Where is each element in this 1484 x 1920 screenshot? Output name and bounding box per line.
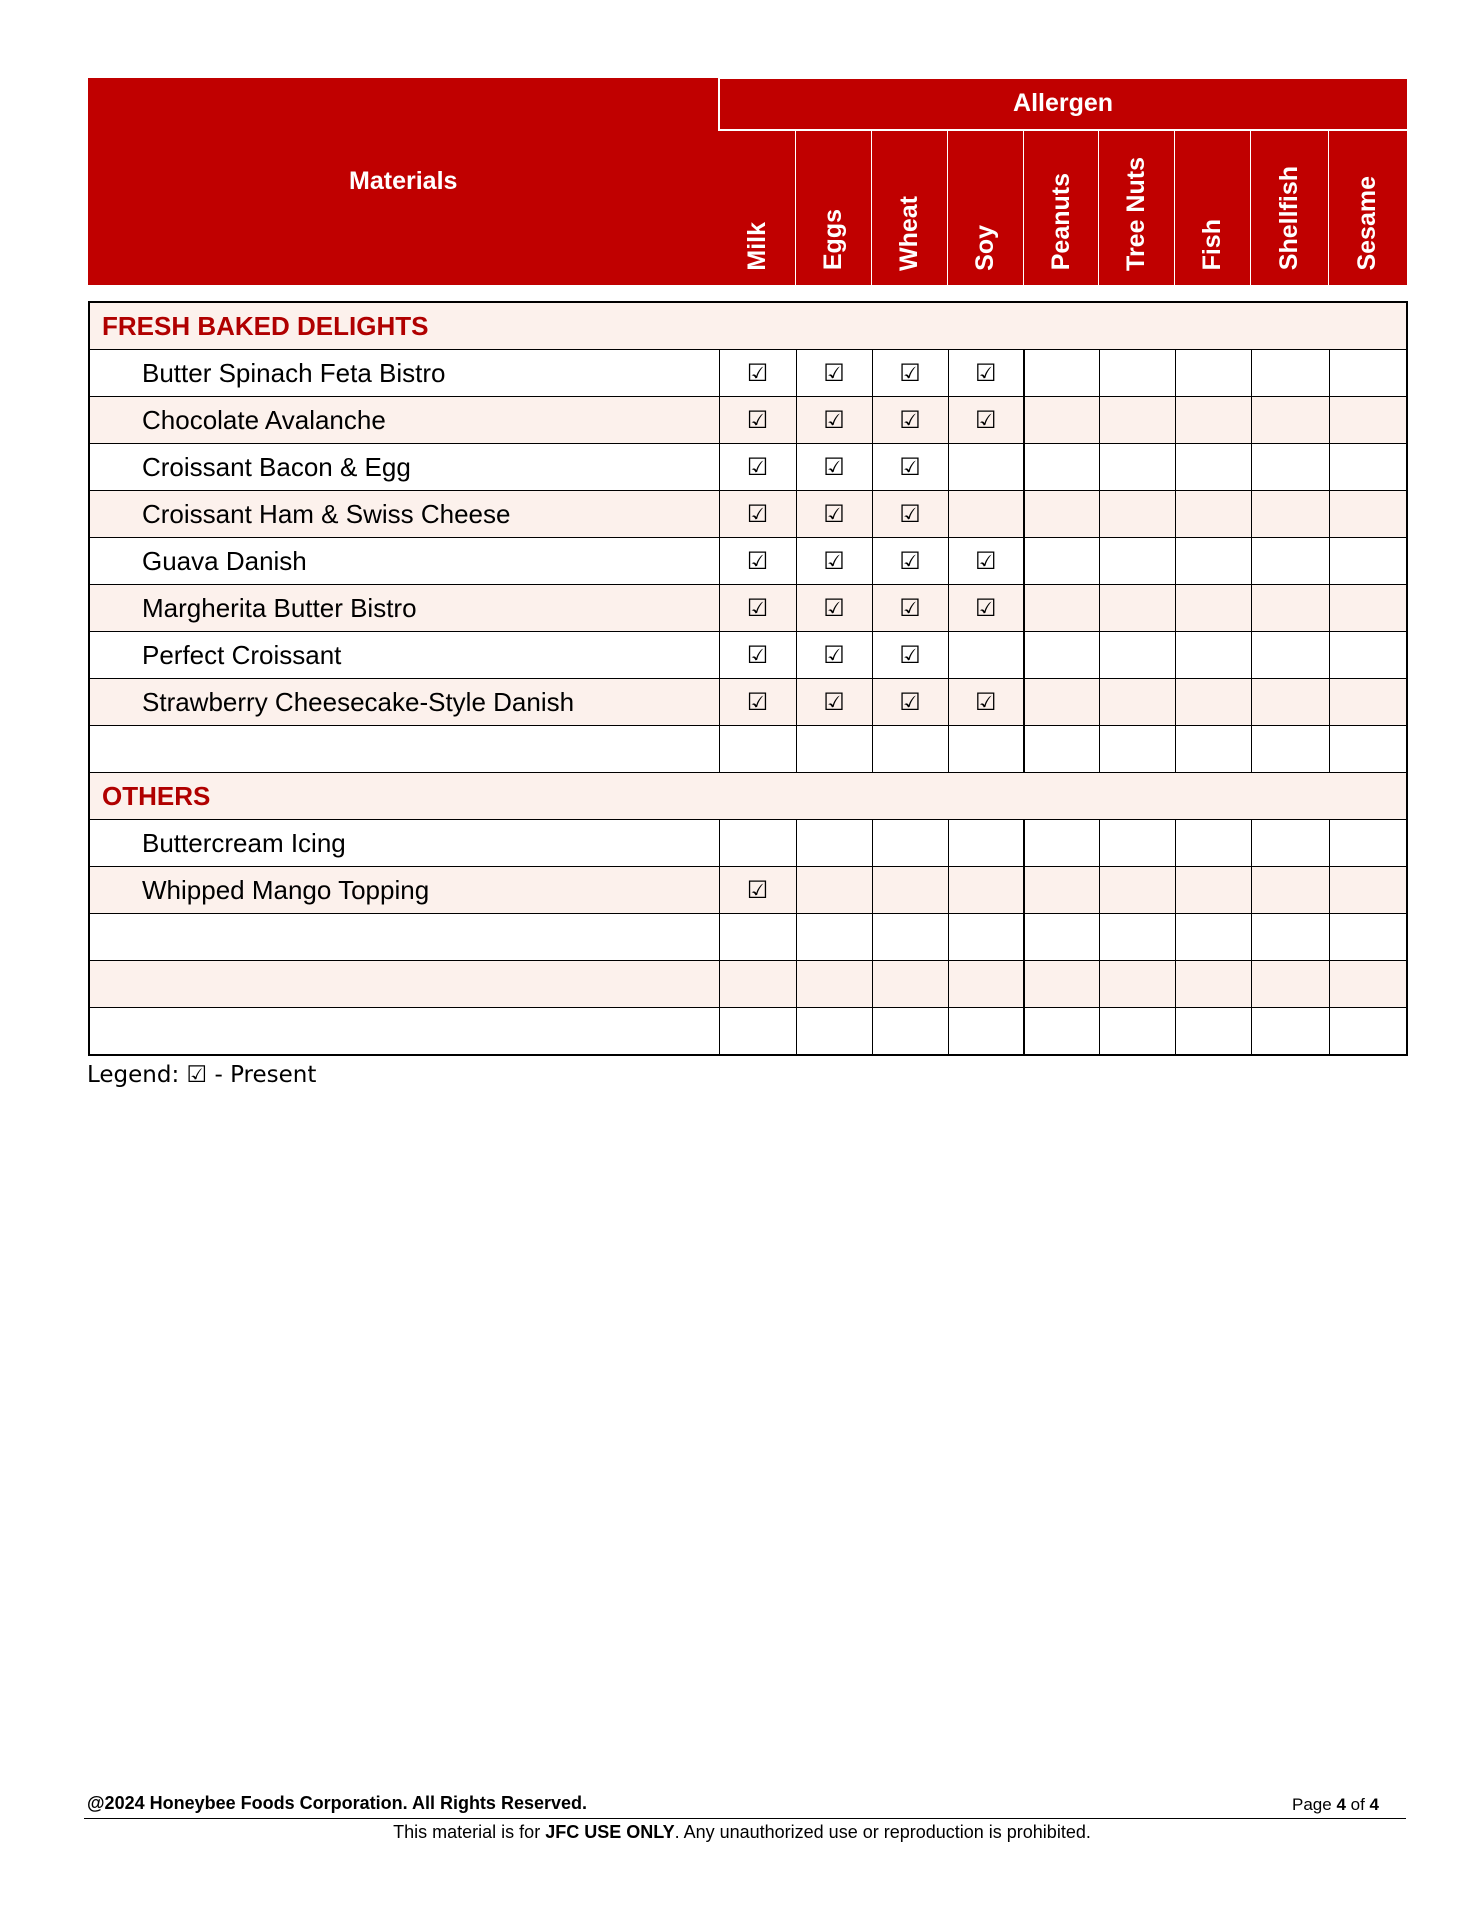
allergen-empty-cell <box>1329 397 1407 444</box>
allergen-empty-cell <box>1251 350 1329 397</box>
allergen-empty-cell <box>1175 397 1251 444</box>
material-name <box>89 914 719 961</box>
allergen-empty-cell <box>1024 820 1099 867</box>
allergen-check-icon: ☑ <box>872 679 948 726</box>
allergen-check-icon: ☑ <box>719 350 796 397</box>
allergen-empty-cell <box>1099 914 1175 961</box>
allergen-empty-cell <box>1024 1008 1099 1056</box>
allergen-check-icon: ☑ <box>948 585 1024 632</box>
allergen-col-label: Shellfish <box>1275 166 1303 271</box>
table-row <box>89 491 1407 538</box>
allergen-col-label: Sesame <box>1353 175 1382 271</box>
allergen-empty-cell <box>1175 585 1251 632</box>
allergen-empty-cell <box>1175 867 1251 914</box>
allergen-empty-cell <box>1251 914 1329 961</box>
allergen-check-icon: ☑ <box>796 538 872 585</box>
allergen-col-label: Wheat <box>895 195 923 271</box>
allergen-empty-cell <box>1251 961 1329 1008</box>
section-header-filler <box>1099 773 1175 820</box>
allergen-col-label: Milk <box>742 221 771 271</box>
table-row <box>89 585 1407 632</box>
allergen-empty-cell <box>1099 726 1175 773</box>
allergen-empty-cell <box>1024 538 1099 585</box>
allergen-check-icon: ☑ <box>796 491 872 538</box>
allergen-empty-cell <box>872 961 948 1008</box>
material-name <box>89 961 719 1008</box>
allergen-empty-cell <box>1099 820 1175 867</box>
allergen-empty-cell <box>796 726 872 773</box>
table-row <box>89 1008 1407 1056</box>
allergen-empty-cell <box>1175 538 1251 585</box>
section-header-filler <box>1329 773 1407 820</box>
allergen-col-label: Tree Nuts <box>1122 156 1150 271</box>
allergen-empty-cell <box>948 914 1024 961</box>
material-name: Croissant Ham & Swiss Cheese <box>89 491 719 538</box>
allergen-col-sesame <box>1329 130 1407 285</box>
allergen-body-table <box>88 301 1408 1056</box>
allergen-empty-cell <box>1024 350 1099 397</box>
section-header-filler <box>719 302 796 350</box>
allergen-check-icon: ☑ <box>872 585 948 632</box>
allergen-check-icon: ☑ <box>719 632 796 679</box>
table-row <box>89 679 1407 726</box>
allergen-empty-cell <box>796 867 872 914</box>
allergen-empty-cell <box>1175 679 1251 726</box>
allergen-empty-cell <box>948 1008 1024 1056</box>
allergen-empty-cell <box>1024 961 1099 1008</box>
allergen-empty-cell <box>1024 491 1099 538</box>
material-name: Margherita Butter Bistro <box>89 585 719 632</box>
allergen-empty-cell <box>872 914 948 961</box>
footer-divider <box>84 1818 1406 1819</box>
material-name: Guava Danish <box>89 538 719 585</box>
allergen-col-soy <box>948 130 1024 285</box>
allergen-empty-cell <box>1251 679 1329 726</box>
legend: Legend: ☑ - Present <box>87 1062 317 1088</box>
allergen-empty-cell <box>1024 632 1099 679</box>
allergen-check-icon: ☑ <box>719 867 796 914</box>
allergen-empty-cell <box>1175 350 1251 397</box>
material-name <box>89 1008 719 1056</box>
allergen-check-icon: ☑ <box>796 397 872 444</box>
allergen-col-tree-nuts <box>1099 130 1175 285</box>
material-name: Perfect Croissant <box>89 632 719 679</box>
allergen-check-icon: ☑ <box>948 350 1024 397</box>
section-header-filler <box>1251 773 1329 820</box>
allergen-empty-cell <box>1099 585 1175 632</box>
allergen-empty-cell <box>948 867 1024 914</box>
allergen-check-icon: ☑ <box>796 350 872 397</box>
allergen-check-icon: ☑ <box>719 585 796 632</box>
allergen-empty-cell <box>1251 491 1329 538</box>
allergen-empty-cell <box>1099 679 1175 726</box>
allergen-empty-cell <box>948 491 1024 538</box>
section-header-filler <box>1329 302 1407 350</box>
allergen-empty-cell <box>1099 444 1175 491</box>
section-header-filler <box>872 773 948 820</box>
allergen-empty-cell <box>1251 538 1329 585</box>
allergen-empty-cell <box>719 726 796 773</box>
allergen-col-label: Fish <box>1198 219 1226 271</box>
section-header-filler <box>1099 302 1175 350</box>
allergen-empty-cell <box>1024 585 1099 632</box>
allergen-col-eggs <box>796 130 872 285</box>
table-row <box>89 867 1407 914</box>
section-title: FRESH BAKED DELIGHTS <box>89 302 719 350</box>
allergen-header-table <box>88 78 1407 285</box>
section-header-filler <box>796 773 872 820</box>
allergen-col-fish <box>1175 130 1251 285</box>
material-name: Whipped Mango Topping <box>89 867 719 914</box>
allergen-col-label: Peanuts <box>1046 173 1075 271</box>
allergen-empty-cell <box>1024 679 1099 726</box>
allergen-check-icon: ☑ <box>719 538 796 585</box>
table-row <box>89 820 1407 867</box>
allergen-empty-cell <box>1099 491 1175 538</box>
allergen-empty-cell <box>948 961 1024 1008</box>
allergen-empty-cell <box>1099 867 1175 914</box>
allergen-empty-cell <box>1329 585 1407 632</box>
allergen-col-wheat <box>872 130 948 285</box>
allergen-empty-cell <box>1099 350 1175 397</box>
allergen-empty-cell <box>1175 444 1251 491</box>
allergen-check-icon: ☑ <box>872 350 948 397</box>
material-name: Croissant Bacon & Egg <box>89 444 719 491</box>
allergen-sheet <box>88 78 1406 1056</box>
table-row <box>89 538 1407 585</box>
allergen-empty-cell <box>948 820 1024 867</box>
allergen-check-icon: ☑ <box>796 444 872 491</box>
allergen-empty-cell <box>872 1008 948 1056</box>
section-header-filler <box>948 773 1024 820</box>
allergen-empty-cell <box>1329 491 1407 538</box>
allergen-empty-cell <box>1329 914 1407 961</box>
allergen-empty-cell <box>1329 444 1407 491</box>
allergen-empty-cell <box>796 914 872 961</box>
section-header-filler <box>872 302 948 350</box>
table-row <box>89 397 1407 444</box>
allergen-empty-cell <box>1099 961 1175 1008</box>
allergen-empty-cell <box>1251 444 1329 491</box>
section-header-filler <box>1251 302 1329 350</box>
allergen-empty-cell <box>719 820 796 867</box>
material-name <box>89 726 719 773</box>
allergen-empty-cell <box>1099 538 1175 585</box>
allergen-empty-cell <box>1329 726 1407 773</box>
section-header-row <box>89 302 1407 350</box>
allergen-empty-cell <box>1329 538 1407 585</box>
allergen-empty-cell <box>1329 961 1407 1008</box>
material-name: Strawberry Cheesecake-Style Danish <box>89 679 719 726</box>
allergen-empty-cell <box>719 914 796 961</box>
allergen-check-icon: ☑ <box>796 585 872 632</box>
allergen-empty-cell <box>1099 397 1175 444</box>
allergen-check-icon: ☑ <box>872 397 948 444</box>
material-name: Buttercream Icing <box>89 820 719 867</box>
footer-copyright: @2024 Honeybee Foods Corporation. All Rights Reserved. <box>87 1793 587 1813</box>
allergen-empty-cell <box>1175 961 1251 1008</box>
allergen-empty-cell <box>1024 914 1099 961</box>
allergen-empty-cell <box>1024 444 1099 491</box>
allergen-check-icon: ☑ <box>796 679 872 726</box>
allergen-check-icon: ☑ <box>719 491 796 538</box>
allergen-col-milk <box>719 130 796 285</box>
allergen-check-icon: ☑ <box>872 632 948 679</box>
table-row <box>89 632 1407 679</box>
allergen-empty-cell <box>1099 632 1175 679</box>
footer-note: This material is for JFC USE ONLY. Any unauthorized use or reproduction is prohibited. <box>393 1822 1091 1842</box>
allergen-empty-cell <box>1329 820 1407 867</box>
allergen-empty-cell <box>1329 1008 1407 1056</box>
table-row <box>89 961 1407 1008</box>
allergen-check-icon: ☑ <box>948 679 1024 726</box>
allergen-empty-cell <box>1099 1008 1175 1056</box>
allergen-check-icon: ☑ <box>948 397 1024 444</box>
allergen-empty-cell <box>1251 397 1329 444</box>
section-header-filler <box>1175 773 1251 820</box>
section-header-row <box>89 773 1407 820</box>
allergen-empty-cell <box>948 632 1024 679</box>
section-header-filler <box>948 302 1024 350</box>
allergen-empty-cell <box>1329 632 1407 679</box>
allergen-col-label: Soy <box>971 224 999 271</box>
allergen-empty-cell <box>1329 679 1407 726</box>
section-header-filler <box>1024 302 1099 350</box>
allergen-empty-cell <box>1024 726 1099 773</box>
allergen-empty-cell <box>1329 350 1407 397</box>
section-header-filler <box>796 302 872 350</box>
allergen-empty-cell <box>796 820 872 867</box>
allergen-empty-cell <box>1175 632 1251 679</box>
allergen-empty-cell <box>872 726 948 773</box>
allergen-check-icon: ☑ <box>872 538 948 585</box>
allergen-empty-cell <box>948 444 1024 491</box>
allergen-empty-cell <box>1251 726 1329 773</box>
allergen-check-icon: ☑ <box>872 491 948 538</box>
allergen-check-icon: ☑ <box>719 444 796 491</box>
allergen-check-icon: ☑ <box>948 538 1024 585</box>
allergen-empty-cell <box>1024 867 1099 914</box>
allergen-empty-cell <box>1175 914 1251 961</box>
section-title: OTHERS <box>89 773 719 820</box>
page-number: Page 4 of 4 <box>1292 1795 1379 1814</box>
allergen-empty-cell <box>1175 491 1251 538</box>
section-header-filler <box>1024 773 1099 820</box>
allergen-empty-cell <box>1251 585 1329 632</box>
allergen-empty-cell <box>796 1008 872 1056</box>
allergen-empty-cell <box>719 961 796 1008</box>
allergen-check-icon: ☑ <box>872 444 948 491</box>
allergen-empty-cell <box>872 867 948 914</box>
materials-header: Materials <box>89 79 719 285</box>
allergen-empty-cell <box>796 961 872 1008</box>
allergen-empty-cell <box>1175 820 1251 867</box>
allergen-check-icon: ☑ <box>719 397 796 444</box>
allergen-check-icon: ☑ <box>796 632 872 679</box>
table-row <box>89 914 1407 961</box>
allergen-empty-cell <box>1251 867 1329 914</box>
section-header-filler <box>1175 302 1251 350</box>
allergen-empty-cell <box>1175 1008 1251 1056</box>
allergen-col-peanuts <box>1024 130 1099 285</box>
table-row <box>89 350 1407 397</box>
allergen-empty-cell <box>1024 397 1099 444</box>
allergen-empty-cell <box>1175 726 1251 773</box>
allergen-empty-cell <box>1251 1008 1329 1056</box>
allergen-col-shellfish <box>1251 130 1329 285</box>
material-name: Chocolate Avalanche <box>89 397 719 444</box>
material-name: Butter Spinach Feta Bistro <box>89 350 719 397</box>
allergen-empty-cell <box>948 726 1024 773</box>
table-row <box>89 726 1407 773</box>
allergen-empty-cell <box>719 1008 796 1056</box>
allergen-empty-cell <box>1251 632 1329 679</box>
table-row <box>89 444 1407 491</box>
allergen-empty-cell <box>1329 867 1407 914</box>
section-header-filler <box>719 773 796 820</box>
allergen-empty-cell <box>1251 820 1329 867</box>
allergen-empty-cell <box>872 820 948 867</box>
allergen-col-label: Eggs <box>819 209 847 271</box>
allergen-header: Allergen <box>719 79 1407 130</box>
allergen-check-icon: ☑ <box>719 679 796 726</box>
